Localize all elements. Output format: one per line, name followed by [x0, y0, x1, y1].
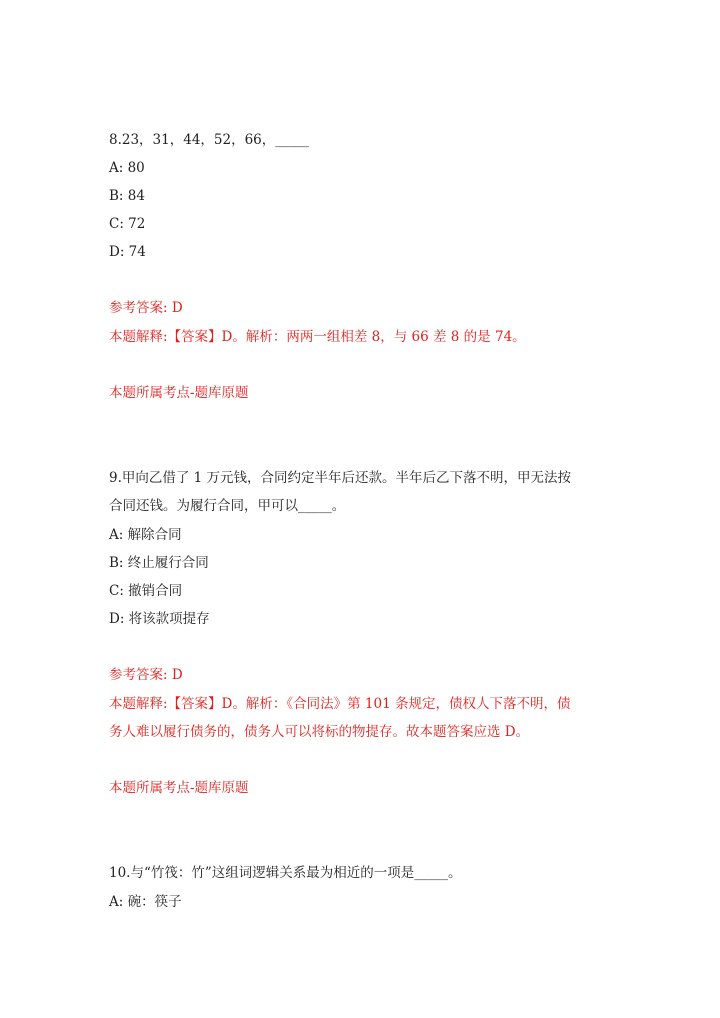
q8-topic: 本题所属考点-题库原题: [109, 385, 249, 401]
q8-explanation: 本题解释:【答案】D。解析：两两一组相差 8，与 66 差 8 的是 74。: [109, 329, 526, 345]
q9-answer: 参考答案: D: [109, 667, 183, 683]
q9-topic: 本题所属考点-题库原题: [109, 780, 249, 796]
q8-answer: 参考答案: D: [109, 300, 183, 316]
q9-option-d: D: 将该款项提存: [109, 611, 210, 627]
q9-explanation-line2: 务人难以履行债务的，债务人可以将标的物提存。故本题答案应选 D。: [109, 724, 530, 740]
q9-option-c: C: 撤销合同: [109, 583, 183, 599]
q8-option-a: A: 80: [109, 160, 145, 176]
q9-explanation-line1: 本题解释:【答案】D。解析：《合同法》第 101 条规定，债权人下落不明，债: [109, 696, 571, 712]
q8-stem: 8.23，31，44，52，66，_____: [109, 132, 310, 148]
q8-option-b: B: 84: [109, 188, 145, 204]
q9-option-b: B: 终止履行合同: [109, 555, 209, 571]
q9-stem-line2: 合同还钱。为履行合同，甲可以_____。: [109, 498, 346, 514]
q9-option-a: A: 解除合同: [109, 527, 182, 543]
q8-option-d: D: 74: [109, 244, 146, 260]
q10-stem: 10.与“竹筏：竹”这组词逻辑关系最为相近的一项是_____。: [109, 865, 462, 881]
q9-stem-line1: 9.甲向乙借了 1 万元钱，合同约定半年后还款。半年后乙下落不明，甲无法按: [109, 470, 572, 486]
q8-option-c: C: 72: [109, 216, 146, 232]
q10-option-a: A: 碗：筷子: [109, 894, 182, 910]
